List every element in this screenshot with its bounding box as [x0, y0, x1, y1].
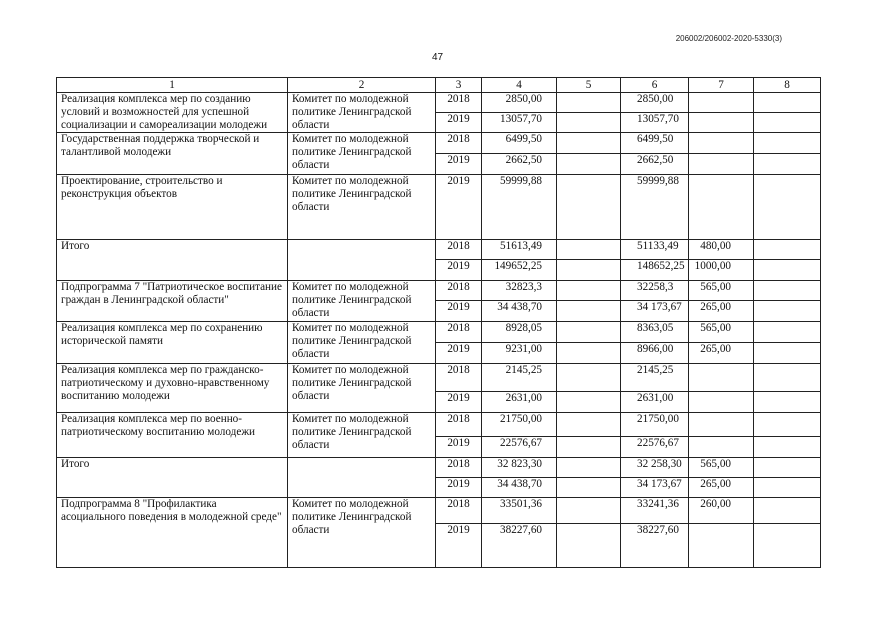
page-number: 47	[431, 52, 444, 63]
col7-cell	[689, 364, 754, 392]
col6-cell: 33241,36	[621, 498, 689, 524]
col5-cell	[557, 175, 621, 240]
col7-cell	[689, 113, 754, 133]
col7-cell: 265,00	[689, 301, 754, 322]
col7-cell	[689, 93, 754, 113]
year-cell: 2018	[436, 281, 482, 301]
col7-cell	[689, 392, 754, 413]
col4-cell: 149652,25	[482, 260, 557, 281]
year-cell: 2018	[436, 364, 482, 392]
agency-cell: Комитет по молодежной политике Ленинградской области	[288, 93, 436, 133]
col7-cell: 565,00	[689, 281, 754, 301]
column-header: 3	[436, 78, 482, 93]
year-cell: 2019	[436, 478, 482, 498]
row-name-cell: Реализация комплекса мер по военно-патриотическому воспитанию молодежи	[57, 413, 288, 458]
col8-cell	[754, 498, 821, 524]
col7-cell	[689, 133, 754, 154]
column-header-row	[57, 78, 821, 93]
col6-cell: 51133,49	[621, 240, 689, 260]
col7-cell	[689, 154, 754, 175]
year-cell: 2018	[436, 413, 482, 437]
col8-cell	[754, 524, 821, 568]
row-name-cell: Проектирование, строительство и реконструкция объектов	[57, 175, 288, 240]
table-row	[57, 413, 821, 437]
col4-cell: 38227,60	[482, 524, 557, 568]
col4-cell: 8928,05	[482, 322, 557, 343]
col7-cell: 1000,00	[689, 260, 754, 281]
col5-cell	[557, 437, 621, 458]
col5-cell	[557, 458, 621, 478]
agency-cell: Комитет по молодежной политике Ленинградской области	[288, 413, 436, 458]
col5-cell	[557, 478, 621, 498]
col5-cell	[557, 322, 621, 343]
col5-cell	[557, 343, 621, 364]
table-row	[57, 364, 821, 392]
col5-cell	[557, 93, 621, 113]
col5-cell	[557, 524, 621, 568]
col6-cell: 34 173,67	[621, 301, 689, 322]
col7-cell: 480,00	[689, 240, 754, 260]
table-row	[57, 93, 821, 113]
col5-cell	[557, 113, 621, 133]
col6-cell: 2850,00	[621, 93, 689, 113]
col5-cell	[557, 413, 621, 437]
col6-cell: 2631,00	[621, 392, 689, 413]
col6-cell: 32 258,30	[621, 458, 689, 478]
year-cell: 2019	[436, 437, 482, 458]
col8-cell	[754, 113, 821, 133]
col6-cell: 21750,00	[621, 413, 689, 437]
year-cell: 2018	[436, 458, 482, 478]
col6-cell: 59999,88	[621, 175, 689, 240]
year-cell: 2019	[436, 392, 482, 413]
col8-cell	[754, 343, 821, 364]
col8-cell	[754, 392, 821, 413]
year-cell: 2018	[436, 322, 482, 343]
col5-cell	[557, 240, 621, 260]
table-row	[57, 133, 821, 154]
col8-cell	[754, 133, 821, 154]
col7-cell	[689, 524, 754, 568]
table-row	[57, 322, 821, 343]
col8-cell	[754, 322, 821, 343]
row-name-cell: Подпрограмма 8 "Профилактика асоциального поведения в молодежной среде"	[57, 498, 288, 568]
row-name-cell: Итого	[57, 240, 288, 281]
year-cell: 2019	[436, 175, 482, 240]
agency-cell	[288, 240, 436, 281]
col8-cell	[754, 413, 821, 437]
year-cell: 2019	[436, 260, 482, 281]
col7-cell: 260,00	[689, 498, 754, 524]
agency-cell	[288, 458, 436, 498]
col4-cell: 2145,25	[482, 364, 557, 392]
column-header: 1	[57, 78, 288, 93]
table-row	[57, 240, 821, 260]
table-row	[57, 281, 821, 301]
col8-cell	[754, 458, 821, 478]
col5-cell	[557, 260, 621, 281]
agency-cell: Комитет по молодежной политике Ленинградской области	[288, 175, 436, 240]
col5-cell	[557, 133, 621, 154]
col6-cell: 6499,50	[621, 133, 689, 154]
year-cell: 2018	[436, 133, 482, 154]
col4-cell: 2662,50	[482, 154, 557, 175]
col6-cell: 2662,50	[621, 154, 689, 175]
row-name-cell: Государственная поддержка творческой и талантливой молодежи	[57, 133, 288, 175]
col4-cell: 2631,00	[482, 392, 557, 413]
column-header: 4	[482, 78, 557, 93]
column-header: 7	[689, 78, 754, 93]
col4-cell: 34 438,70	[482, 301, 557, 322]
col6-cell: 8363,05	[621, 322, 689, 343]
col8-cell	[754, 175, 821, 240]
agency-cell: Комитет по молодежной политике Ленинградской области	[288, 498, 436, 568]
col4-cell: 32823,3	[482, 281, 557, 301]
row-name-cell: Подпрограмма 7 "Патриотическое воспитание граждан в Ленинградской области"	[57, 281, 288, 322]
year-cell: 2019	[436, 343, 482, 364]
document-code: 206002/206002-2020-5330(3)	[675, 34, 782, 43]
col5-cell	[557, 364, 621, 392]
column-header: 6	[621, 78, 689, 93]
column-header: 5	[557, 78, 621, 93]
col4-cell: 32 823,30	[482, 458, 557, 478]
col7-cell	[689, 413, 754, 437]
col4-cell: 51613,49	[482, 240, 557, 260]
col7-cell: 565,00	[689, 322, 754, 343]
col5-cell	[557, 281, 621, 301]
col6-cell: 34 173,67	[621, 478, 689, 498]
budget-table	[56, 77, 821, 568]
agency-cell: Комитет по молодежной политике Ленинградской области	[288, 322, 436, 364]
col7-cell: 265,00	[689, 343, 754, 364]
column-header: 8	[754, 78, 821, 93]
col4-cell: 2850,00	[482, 93, 557, 113]
col8-cell	[754, 93, 821, 113]
year-cell: 2019	[436, 301, 482, 322]
col7-cell	[689, 175, 754, 240]
agency-cell: Комитет по молодежной политике Ленинградской области	[288, 133, 436, 175]
col8-cell	[754, 364, 821, 392]
col4-cell: 9231,00	[482, 343, 557, 364]
col8-cell	[754, 154, 821, 175]
col4-cell: 33501,36	[482, 498, 557, 524]
col6-cell: 38227,60	[621, 524, 689, 568]
table-row	[57, 175, 821, 240]
col6-cell: 22576,67	[621, 437, 689, 458]
col5-cell	[557, 301, 621, 322]
row-name-cell: Реализация комплекса мер по гражданско-патриотическому и духовно-нравственному воспитанию молодежи	[57, 364, 288, 413]
col6-cell: 2145,25	[621, 364, 689, 392]
year-cell: 2019	[436, 113, 482, 133]
agency-cell: Комитет по молодежной политике Ленинградской области	[288, 364, 436, 413]
col5-cell	[557, 392, 621, 413]
year-cell: 2018	[436, 240, 482, 260]
col4-cell: 21750,00	[482, 413, 557, 437]
col6-cell: 148652,25	[621, 260, 689, 281]
col6-cell: 32258,3	[621, 281, 689, 301]
col8-cell	[754, 281, 821, 301]
col8-cell	[754, 437, 821, 458]
row-name-cell: Реализация комплекса мер по сохранению исторической памяти	[57, 322, 288, 364]
col8-cell	[754, 240, 821, 260]
col4-cell: 13057,70	[482, 113, 557, 133]
col7-cell: 565,00	[689, 458, 754, 478]
year-cell: 2018	[436, 93, 482, 113]
agency-cell: Комитет по молодежной политике Ленинградской области	[288, 281, 436, 322]
col8-cell	[754, 260, 821, 281]
year-cell: 2018	[436, 498, 482, 524]
col4-cell: 6499,50	[482, 133, 557, 154]
col4-cell: 22576,67	[482, 437, 557, 458]
col4-cell: 34 438,70	[482, 478, 557, 498]
col7-cell: 265,00	[689, 478, 754, 498]
col4-cell: 59999,88	[482, 175, 557, 240]
table-row	[57, 458, 821, 478]
row-name-cell: Реализация комплекса мер по созданию условий и возможностей для успешной социализации и самореализации молодежи	[57, 93, 288, 133]
year-cell: 2019	[436, 524, 482, 568]
table-row	[57, 498, 821, 524]
column-header: 2	[288, 78, 436, 93]
col8-cell	[754, 478, 821, 498]
col5-cell	[557, 154, 621, 175]
col6-cell: 8966,00	[621, 343, 689, 364]
year-cell: 2019	[436, 154, 482, 175]
row-name-cell: Итого	[57, 458, 288, 498]
col5-cell	[557, 498, 621, 524]
col6-cell: 13057,70	[621, 113, 689, 133]
col8-cell	[754, 301, 821, 322]
col7-cell	[689, 437, 754, 458]
